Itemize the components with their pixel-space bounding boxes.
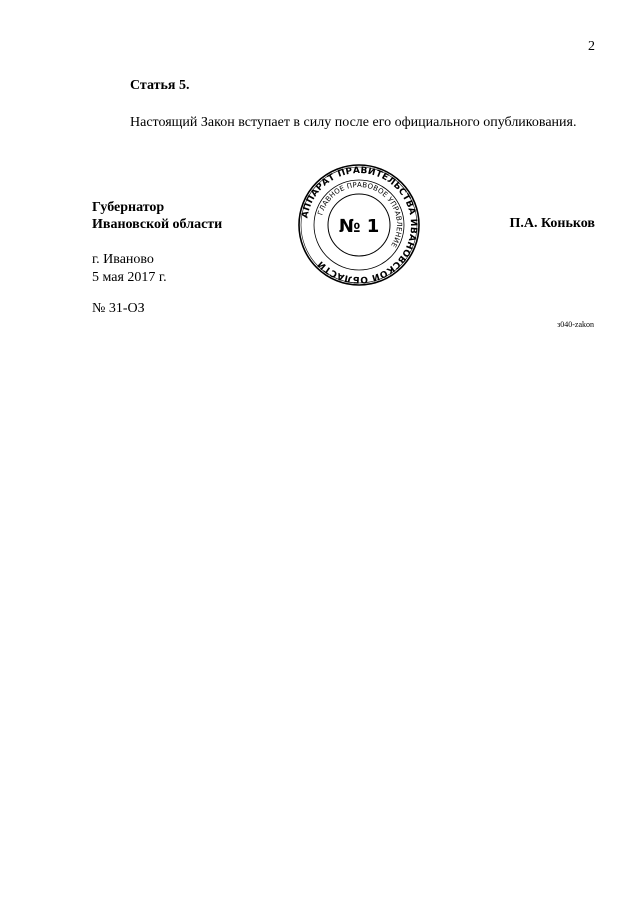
signer-title-line2: Ивановской области [92,217,223,232]
seal-outer-text: АППАРАТ ПРАВИТЕЛЬСТВА ИВАНОВСКОЙ ОБЛАСТИ [300,165,419,285]
place-and-date [92,251,167,287]
seal-inner-text: ГЛАВНОЕ ПРАВОВОЕ УПРАВЛЕНИЕ [316,180,404,249]
file-code: з040-zakon [557,320,594,329]
page-number: 2 [588,39,595,54]
signer-name: П.А. Коньков [509,216,595,231]
official-seal [298,164,420,286]
article-body [92,113,594,132]
signer-title-line1: Губернатор [92,200,165,215]
signer-title [92,199,222,233]
date: 5 мая 2017 г. [92,270,167,285]
law-number: № 31-ОЗ [92,301,145,316]
article-body-text: Настоящий Закон вступает в силу после его официального опубликования. [130,115,577,130]
seal-center-text: № 1 [338,216,380,237]
article-title: Статья 5. [130,78,190,93]
city: г. Иваново [92,252,154,267]
